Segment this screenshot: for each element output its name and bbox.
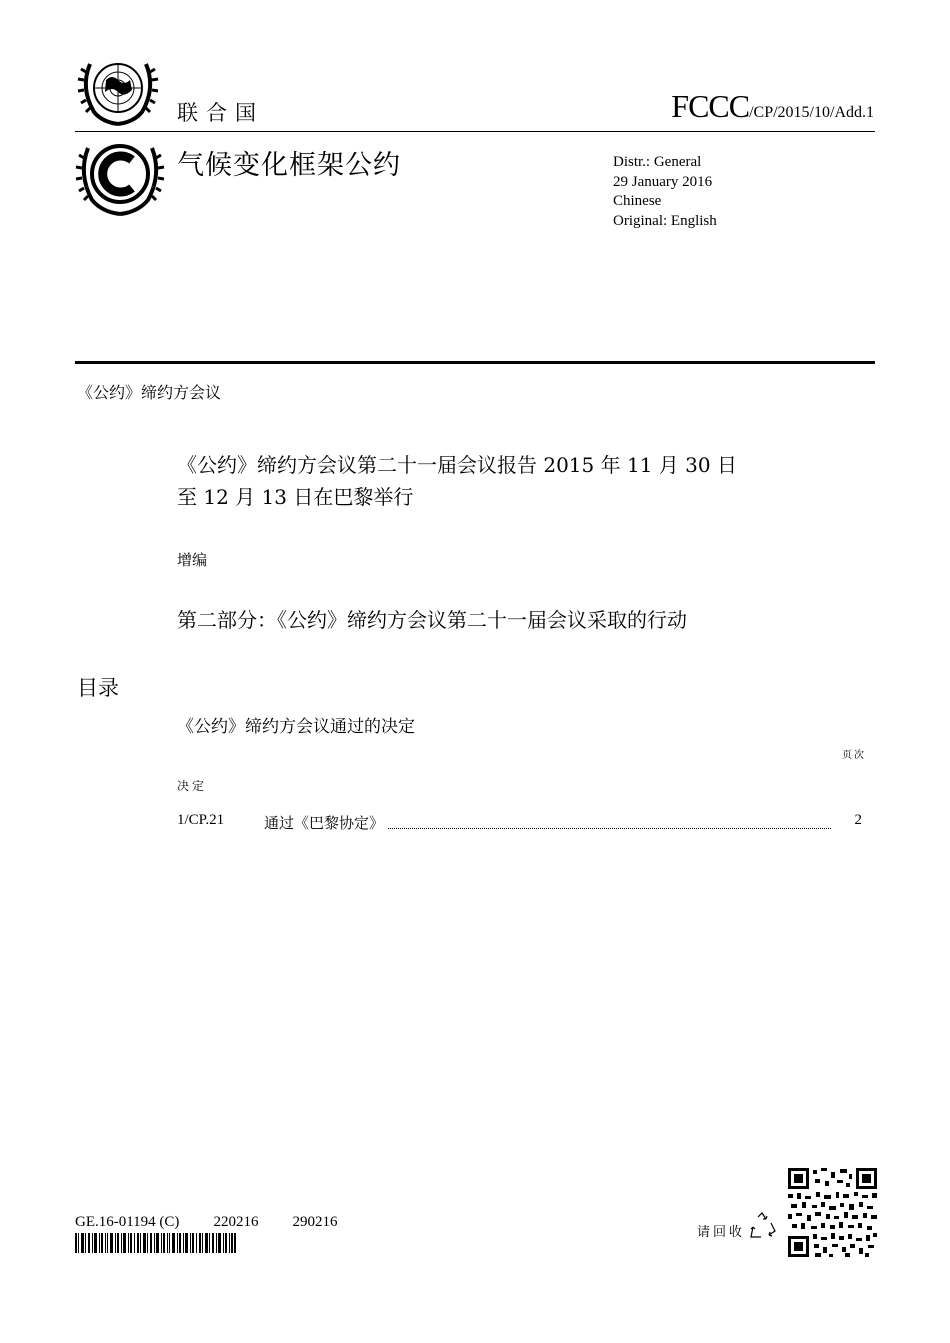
toc-subheading: 《公约》缔约方会议通过的决定 [177,717,415,737]
body-name: 《公约》缔约方会议 [77,383,222,402]
toc-row-page-number: 2 [854,812,862,828]
page-column-label: 页次 [842,750,866,761]
toc-row-code: 1/CP.21 [177,812,225,828]
report-title [177,449,817,513]
qr-code-icon [788,1168,877,1257]
toc-heading: 目录 [77,676,119,700]
footer-date-2: 290216 [292,1214,338,1230]
footer-date-1: 220216 [213,1214,259,1230]
footer-document-info [75,1214,371,1231]
un-emblem-icon [72,50,164,128]
barcode-icon [75,1233,236,1253]
part-title: 第二部分：《公约》缔约方会议第二十一届会议采取的行动 [177,608,687,632]
recycle-icon [747,1211,777,1241]
decisions-label: 决定 [177,779,208,793]
document-symbol-main: FCCC [671,88,750,124]
report-title-line-2: 至 12 月 13 日在巴黎举行 [177,485,414,509]
distribution-original: Original: English [613,212,717,229]
report-title-line-1: 《公约》缔约方会议第二十一届会议报告 2015 年 11 月 30 日 [177,453,737,477]
convention-title: 气候变化框架公约 [177,150,401,181]
toc-row[interactable] [177,812,865,834]
document-symbol [671,88,874,125]
header-divider [75,131,875,132]
document-symbol-suffix: /CP/2015/10/Add.1 [749,104,874,121]
distribution-date: 29 January 2016 [613,173,713,190]
organization-name: 联合国 [177,101,264,125]
distribution-type: Distr.: General [613,154,702,170]
section-divider [75,361,875,364]
unfccc-logo-icon [74,138,166,216]
recycle-text: 请回收 [697,1225,746,1240]
toc-row-title-link[interactable]: 通过《巴黎协定》 [264,812,388,833]
distribution-language: Chinese [613,193,662,209]
footer-doc-number: GE.16-01194 (C) [75,1214,180,1230]
distribution-block [613,153,717,231]
addendum-label: 增编 [177,551,208,569]
